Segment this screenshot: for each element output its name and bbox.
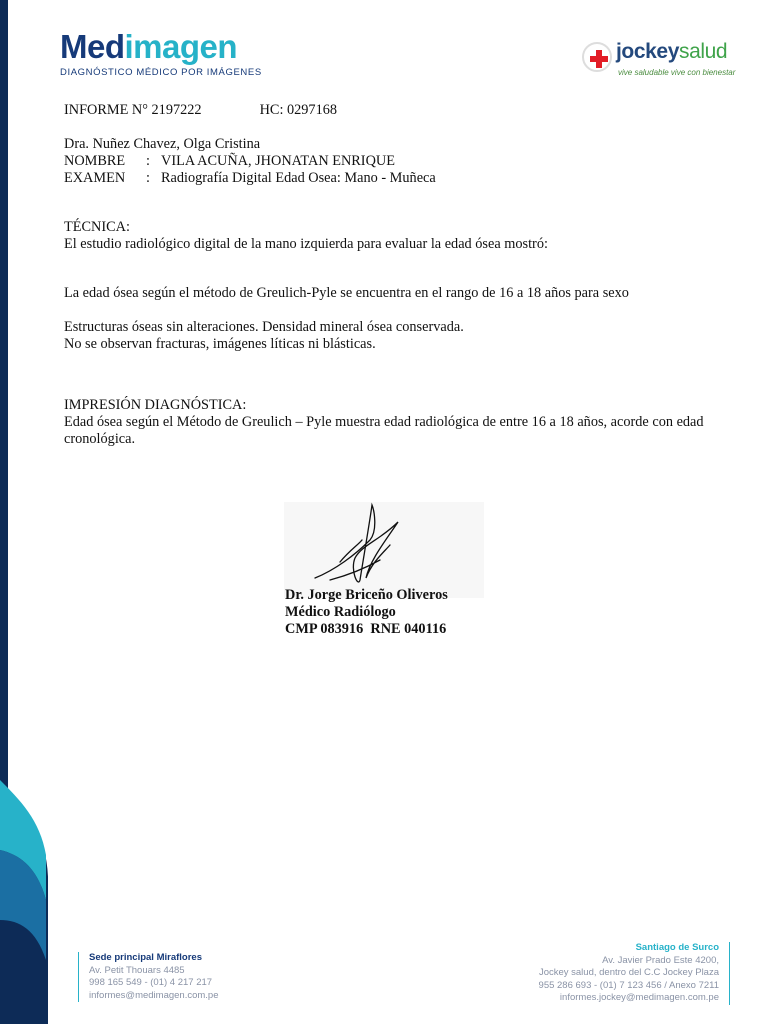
handwritten-signature	[300, 500, 410, 595]
footer-right-title: Santiago de Surco	[635, 942, 719, 953]
signer-registration: CMP 083916 RNE 040116	[285, 621, 447, 637]
exam-name: Radiografía Digital Edad Osea: Mano - Muñeca	[161, 170, 436, 186]
footer-surco	[539, 942, 730, 1005]
partner-name: jockeysalud	[616, 40, 728, 63]
finding-fractures: No se observan fracturas, imágenes líticas ni blásticas.	[64, 336, 376, 352]
tecnica-heading: TÉCNICA:	[64, 219, 130, 235]
jockeysalud-logo	[582, 40, 742, 82]
footer-right-address2: Jockey salud, dentro del C.C Jockey Plaza	[538, 967, 719, 978]
brand-tagline: DIAGNÓSTICO MÉDICO POR IMÁGENES	[60, 67, 262, 78]
impression-text: Edad ósea según el Método de Greulich – Pyle muestra edad radiológica de entre 16 a 18 años, acorde con edad cronológica.	[64, 414, 704, 447]
report-number: INFORME N° 2197222	[64, 102, 202, 118]
exam-row: EXAMEN : Radiografía Digital Edad Osea: Mano - Muñeca	[64, 170, 436, 186]
footer-left-phones: 998 165 549 - (01) 4 217 217	[89, 977, 213, 988]
hc-number: HC: 0297168	[259, 102, 338, 118]
impression-heading: IMPRESIÓN DIAGNÓSTICA:	[64, 397, 247, 413]
tecnica-text: El estudio radiológico digital de la mano izquierda para evaluar la edad ósea mostró:	[64, 236, 548, 252]
signer-name: Dr. Jorge Briceño Oliveros	[285, 587, 448, 603]
footer-right-phones: 955 286 693 - (01) 7 123 456 / Anexo 7211	[538, 979, 719, 991]
footer-left-address: Av. Petit Thouars 4485	[89, 964, 185, 976]
signer-title: Médico Radiólogo	[285, 604, 396, 620]
decorative-wave	[0, 760, 48, 1024]
patient-name-row: NOMBRE : VILA ACUÑA, JHONATAN ENRIQUE	[64, 153, 395, 169]
report-header-line	[64, 102, 724, 119]
finding-structures: Estructuras óseas sin alteraciones. Densidad mineral ósea conservada.	[64, 319, 464, 335]
referring-doctor: Dra. Nuñez Chavez, Olga Cristina	[64, 136, 261, 152]
medimagen-logo	[60, 30, 262, 78]
finding-age: La edad ósea según el método de Greulich-Pyle se encuentra en el rango de 16 a 18 años para sexo	[64, 285, 629, 301]
footer-right-address: Av. Javier Prado Este 4200,	[602, 954, 719, 966]
footer-miraflores	[78, 952, 219, 1002]
footer-right-email: informes.jockey@medimagen.com.pe	[559, 992, 719, 1003]
footer-left-title: Sede principal Miraflores	[89, 952, 202, 963]
partner-tagline: vive saludable vive con bienestar	[618, 68, 736, 77]
signer-block	[285, 587, 448, 638]
report-body	[64, 102, 724, 448]
red-cross-icon	[582, 42, 612, 72]
brand-name: Medimagen	[60, 28, 238, 65]
patient-name: VILA ACUÑA, JHONATAN ENRIQUE	[161, 153, 395, 169]
footer-left-email: informes@medimagen.com.pe	[89, 989, 219, 1001]
